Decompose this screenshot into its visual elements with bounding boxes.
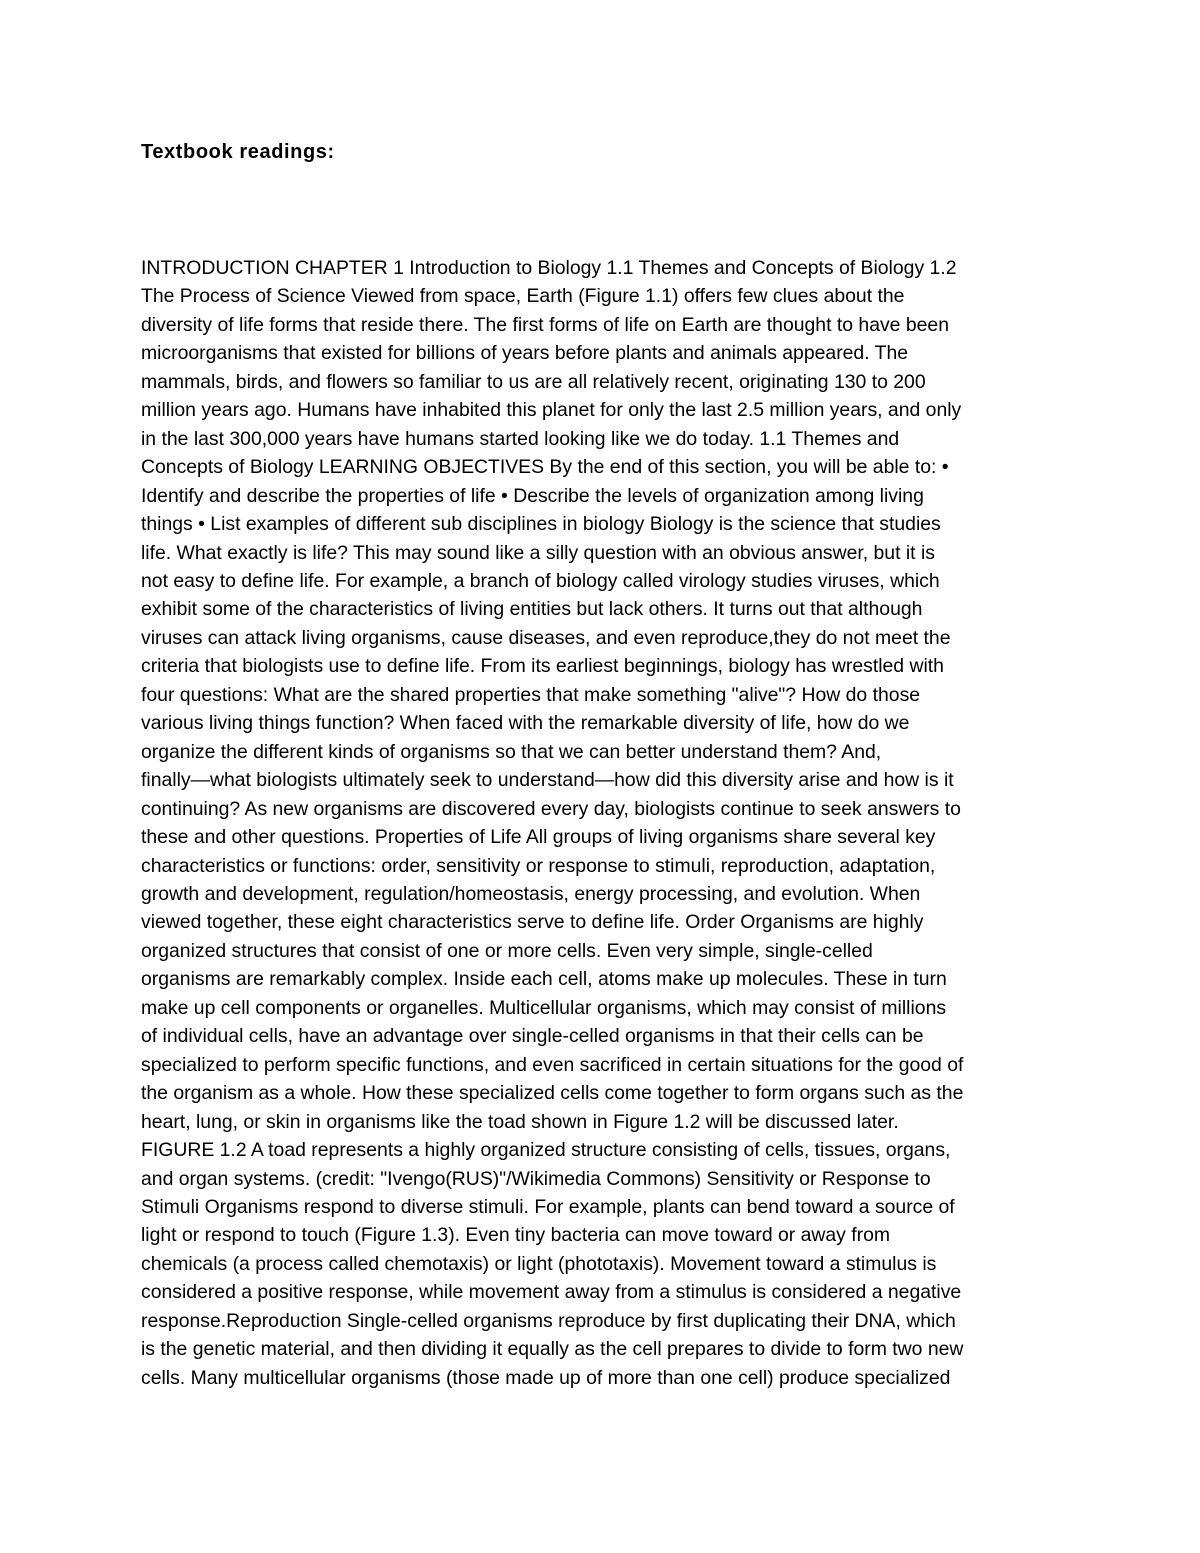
text-line: chemicals (a process called chemotaxis) or light (phototaxis). Movement toward a stimulus is (141, 1252, 937, 1275)
text-line: is the genetic material, and then dividing it equally as the cell prepares to divide to form two new (141, 1338, 964, 1361)
text-line: light or respond to touch (Figure 1.3). Even tiny bacteria can move toward or away from (141, 1224, 891, 1247)
text-line: Concepts of Biology LEARNING OBJECTIVES By the end of this section, you will be able to: • (141, 456, 949, 479)
text-line: heart, lung, or skin in organisms like the toad shown in Figure 1.2 will be discussed later. (141, 1110, 899, 1133)
text-line: mammals, birds, and flowers so familiar to us are all relatively recent, originating 130 to 200 (141, 370, 926, 393)
text-line: organize the different kinds of organisms so that we can better understand them? And, (141, 740, 882, 763)
text-line: finally—what biologists ultimately seek to understand—how did this diversity arise and how is it (141, 769, 954, 792)
text-line: characteristics or functions: order, sensitivity or response to stimuli, reproduction, adaptation, (141, 854, 936, 877)
text-line: criteria that biologists use to define life. From its earliest beginnings, biology has wrestled with (141, 655, 944, 678)
text-line: million years ago. Humans have inhabited this planet for only the last 2.5 million years, and only (141, 399, 962, 422)
text-line: microorganisms that existed for billions of years before plants and animals appeared. The (141, 342, 909, 365)
text-line: continuing? As new organisms are discovered every day, biologists continue to seek answers to (141, 797, 961, 820)
text-line: of individual cells, have an advantage over single-celled organisms in that their cells can be (141, 1025, 924, 1048)
text-line: viruses can attack living organisms, cause diseases, and even reproduce,they do not meet the (141, 626, 951, 649)
text-line: organized structures that consist of one or more cells. Even very simple, single-celled (141, 939, 873, 962)
text-line: organisms are remarkably complex. Inside each cell, atoms make up molecules. These in turn (141, 968, 947, 991)
text-line: Stimuli Organisms respond to diverse stimuli. For example, plants can bend toward a source of (141, 1195, 955, 1218)
text-line: viewed together, these eight characteristics serve to define life. Order Organisms are highly (141, 911, 924, 934)
text-line: diversity of life forms that reside there. The first forms of life on Earth are thought to have been (141, 313, 949, 336)
text-line: FIGURE 1.2 A toad represents a highly organized structure consisting of cells, tissues, organs, (141, 1139, 951, 1162)
text-line: INTRODUCTION CHAPTER 1 Introduction to Biology 1.1 Themes and Concepts of Biology 1.2 (141, 257, 957, 279)
body-paragraph (141, 254, 1081, 1392)
page-heading: Textbook readings: (141, 141, 335, 163)
text-line: specialized to perform specific functions, and even sacrificed in certain situations for the good of (141, 1053, 964, 1076)
text-line: various living things function? When faced with the remarkable diversity of life, how do we (141, 712, 910, 735)
text-line: exhibit some of the characteristics of living entities but lack others. It turns out that although (141, 598, 923, 621)
text-line: in the last 300,000 years have humans started looking like we do today. 1.1 Themes and (141, 427, 900, 450)
text-line: The Process of Science Viewed from space, Earth (Figure 1.1) offers few clues about the (141, 285, 905, 308)
text-line: response.Reproduction Single-celled organisms reproduce by first duplicating their DNA, which (141, 1309, 956, 1332)
text-line: life. What exactly is life? This may sound like a silly question with an obvious answer, but it is (141, 541, 935, 564)
text-line: and organ systems. (credit: "Ivengo(RUS)"/Wikimedia Commons) Sensitivity or Response to (141, 1167, 931, 1190)
text-line: these and other questions. Properties of Life All groups of living organisms share several key (141, 826, 936, 849)
text-line: make up cell components or organelles. Multicellular organisms, which may consist of millions (141, 996, 947, 1019)
text-line: things • List examples of different sub disciplines in biology Biology is the science that studies (141, 513, 941, 536)
text-line: not easy to define life. For example, a branch of biology called virology studies viruses, which (141, 569, 940, 592)
text-line: Identify and describe the properties of life • Describe the levels of organization among living (141, 484, 924, 507)
text-line: cells. Many multicellular organisms (those made up of more than one cell) produce specialized (141, 1366, 951, 1389)
text-line: four questions: What are the shared properties that make something "alive"? How do those (141, 683, 921, 706)
text-line: the organism as a whole. How these specialized cells come together to form organs such as the (141, 1082, 964, 1105)
text-line: considered a positive response, while movement away from a stimulus is considered a negative (141, 1281, 962, 1304)
text-line: growth and development, regulation/homeostasis, energy processing, and evolution. When (141, 882, 921, 905)
